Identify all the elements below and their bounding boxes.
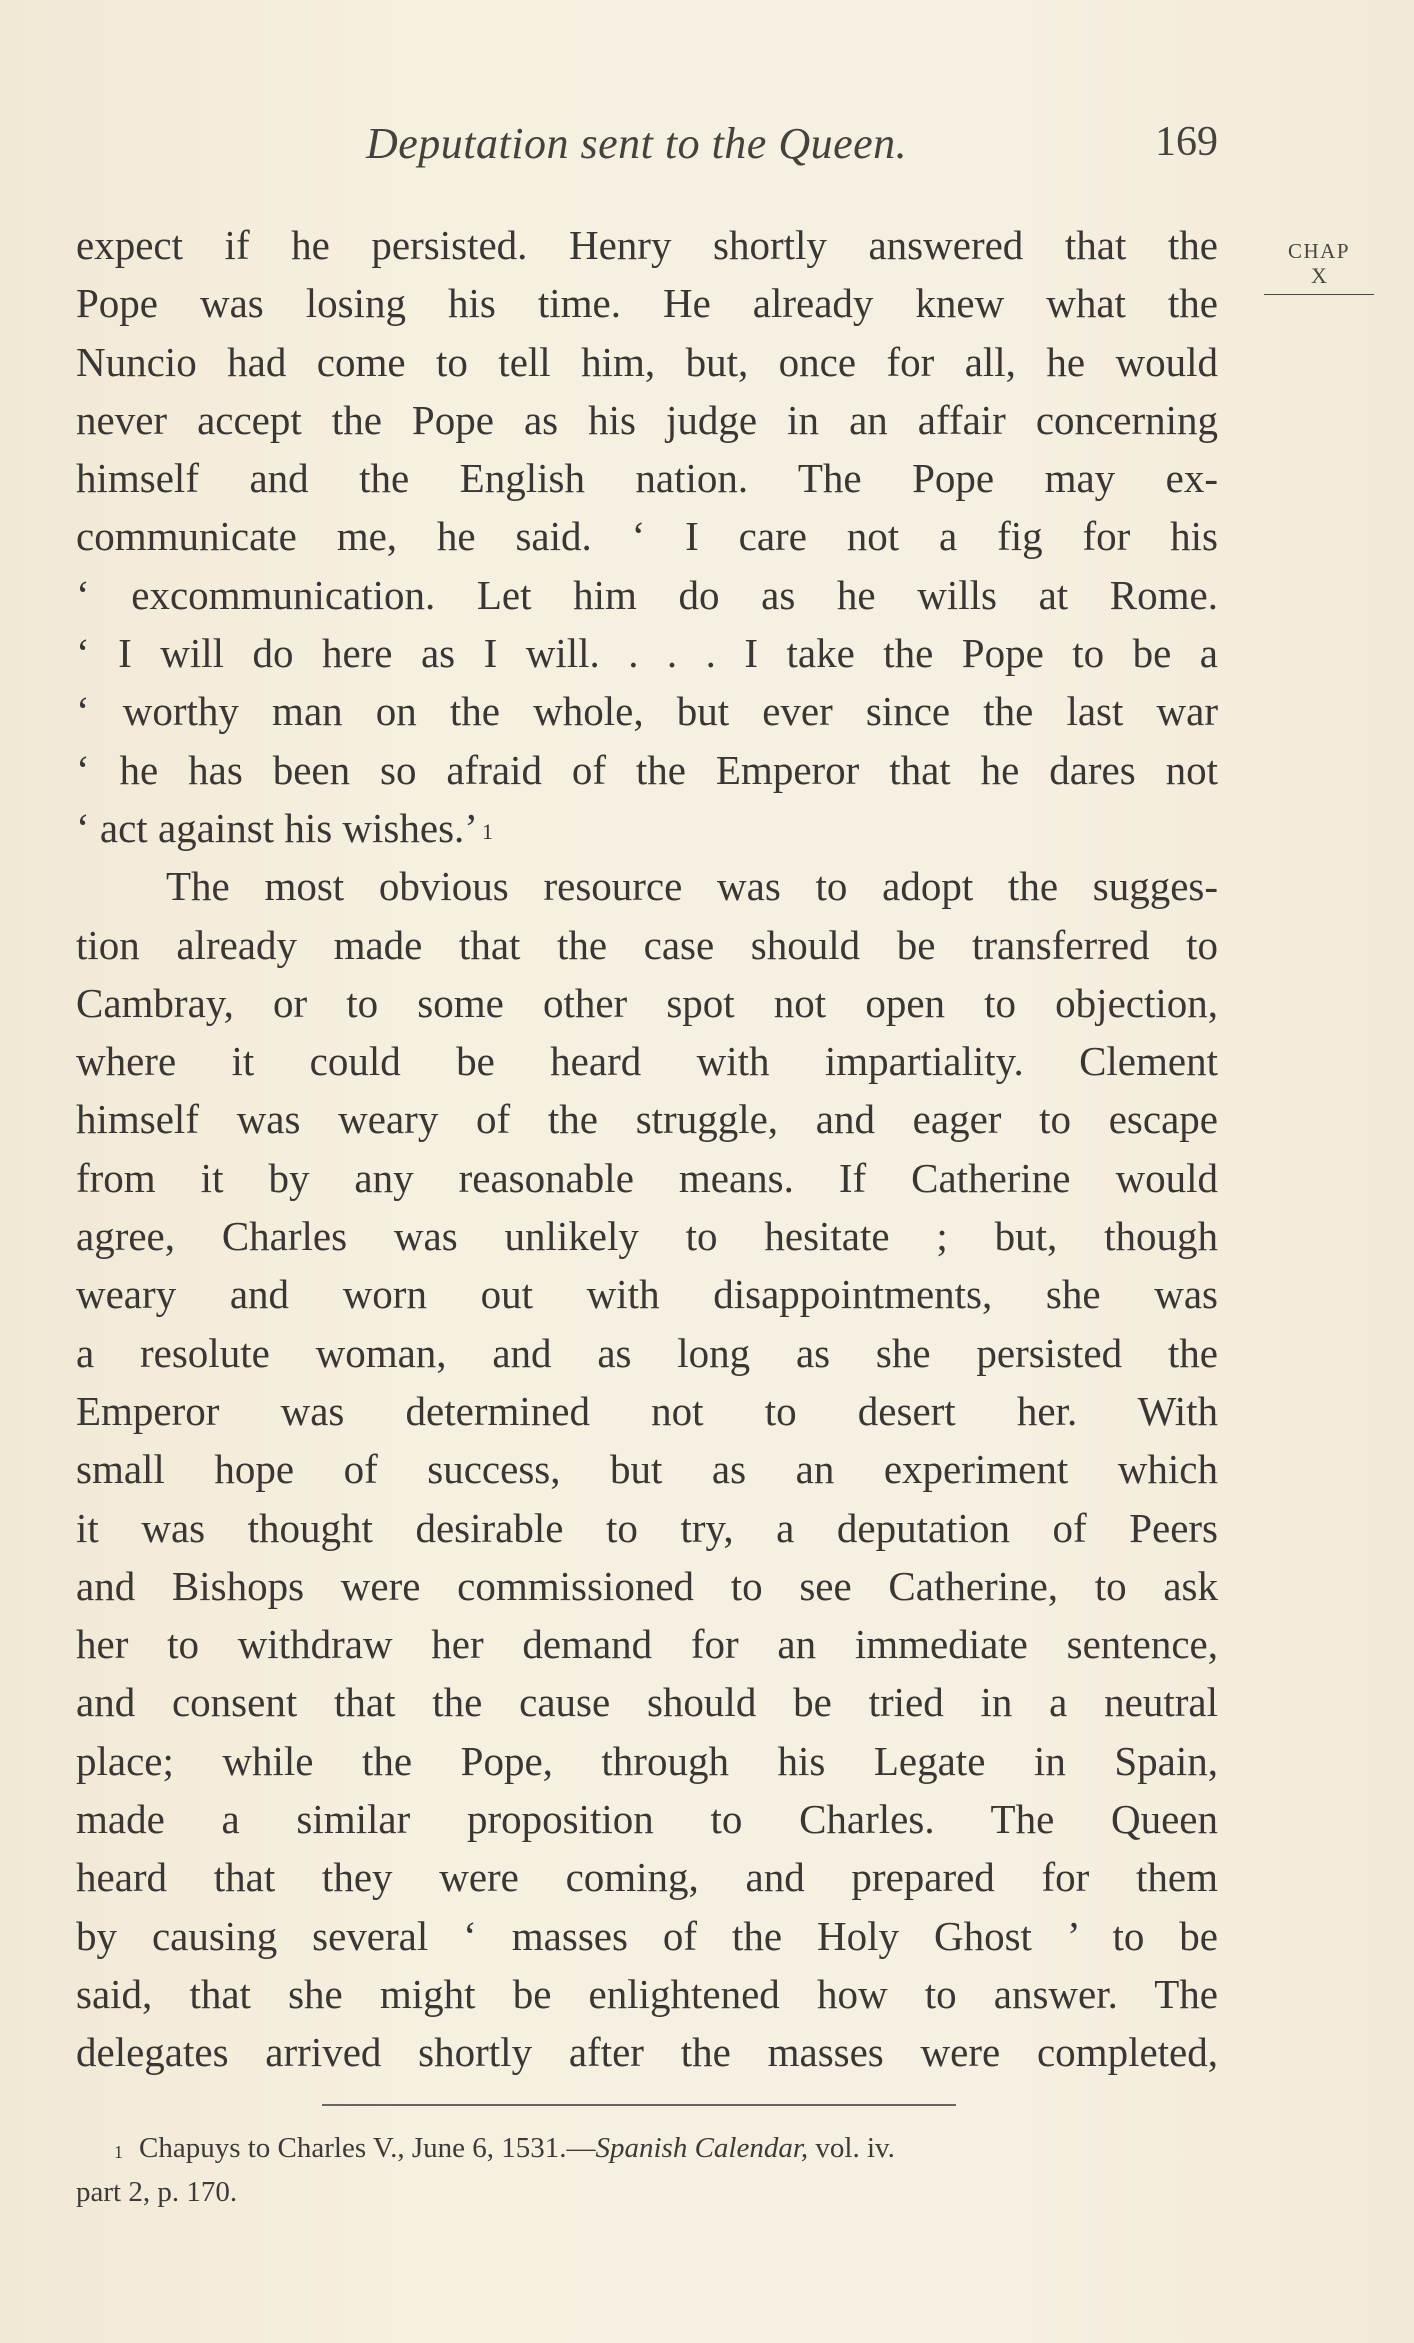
- text-line-with-footnote: [76, 799, 1218, 857]
- text-line: a resolute woman, and as long as she persisted the: [76, 1329, 1218, 1376]
- text-line: small hope of success, but as an experiment which: [76, 1446, 1218, 1493]
- footnote-line: part 2, p. 170.: [76, 2176, 238, 2208]
- text-line: her to withdraw her demand for an immediate sentence,: [76, 1621, 1218, 1668]
- footnote: [76, 2126, 1218, 2214]
- text-line: Emperor was determined not to desert her. With: [76, 1387, 1218, 1434]
- text-line: place; while the Pope, through his Legate in Spain,: [76, 1737, 1218, 1784]
- text-line: agree, Charles was unlikely to hesitate ; but, though: [76, 1213, 1218, 1260]
- text-line: said, that she might be enlightened how to answer. The: [76, 1970, 1218, 2017]
- text-line: communicate me, he said. ‘ I care not a fig for his: [76, 513, 1218, 560]
- text-line: Nuncio had come to tell him, but, once for all, he would: [76, 338, 1218, 385]
- text-line: ‘ I will do here as I will. . . . I take the Pope to be a: [76, 630, 1218, 677]
- text-line: ‘ worthy man on the whole, but ever since the last war: [76, 688, 1218, 735]
- footnote-line: [76, 2126, 1218, 2170]
- chapter-margin-note: [1268, 238, 1370, 295]
- chapter-number: X: [1264, 264, 1374, 295]
- footnote-text: Chapuys to Charles V., June 6, 1531.—: [139, 2132, 596, 2164]
- text-line: ‘ excommunication. Let him do as he wills at Rome.: [76, 571, 1218, 618]
- footnote-rule: [322, 2104, 956, 2106]
- text-line: it was thought desirable to try, a deputation of Peers: [76, 1504, 1218, 1551]
- text-line: from it by any reasonable means. If Catherine would: [76, 1154, 1218, 1201]
- running-head: [76, 118, 1218, 178]
- text-line: and Bishops were commissioned to see Catherine, to ask: [76, 1562, 1218, 1609]
- page-number: 169: [1155, 119, 1218, 165]
- text-line: delegates arrived shortly after the masses were completed,: [76, 2029, 1218, 2076]
- text-line: weary and worn out with disappointments, she was: [76, 1271, 1218, 1318]
- text-line: tion already made that the case should be transferred to: [76, 921, 1218, 968]
- footnote-text-end: vol. iv.: [808, 2132, 895, 2164]
- running-title: Deputation sent to the Queen.: [366, 119, 908, 168]
- text-line: expect if he persisted. Henry shortly answered that the: [76, 222, 1218, 268]
- text-line: and consent that the cause should be tried in a neutral: [76, 1679, 1218, 1726]
- text-line: himself was weary of the struggle, and eager to escape: [76, 1096, 1218, 1143]
- text-line: The most obvious resource was to adopt the sugges-: [166, 863, 1218, 910]
- text-line: heard that they were coming, and prepared for them: [76, 1854, 1218, 1901]
- text-line: never accept the Pope as his judge in an affair concerning: [76, 396, 1218, 443]
- footnote-marker: 1: [114, 2142, 123, 2162]
- body-text: [76, 216, 1218, 2082]
- text-line: Cambray, or to some other spot not open to objection,: [76, 979, 1218, 1026]
- chapter-label: CHAP: [1287, 239, 1351, 263]
- text-line: by causing several ‘ masses of the Holy Ghost ’ to be: [76, 1912, 1218, 1959]
- text-line: where it could be heard with impartiality. Clement: [76, 1038, 1218, 1085]
- text-line: himself and the English nation. The Pope may ex-: [76, 455, 1218, 502]
- text-line: ‘ he has been so afraid of the Emperor that he dares not: [76, 746, 1218, 793]
- footnote-reference: 1: [481, 818, 493, 844]
- text-line: Pope was losing his time. He already knew what the: [76, 280, 1218, 327]
- footnote-title: Spanish Calendar,: [595, 2132, 809, 2164]
- text-line: made a similar proposition to Charles. The Queen: [76, 1796, 1218, 1843]
- text-line-content: ‘ act against his wishes.’: [76, 804, 478, 851]
